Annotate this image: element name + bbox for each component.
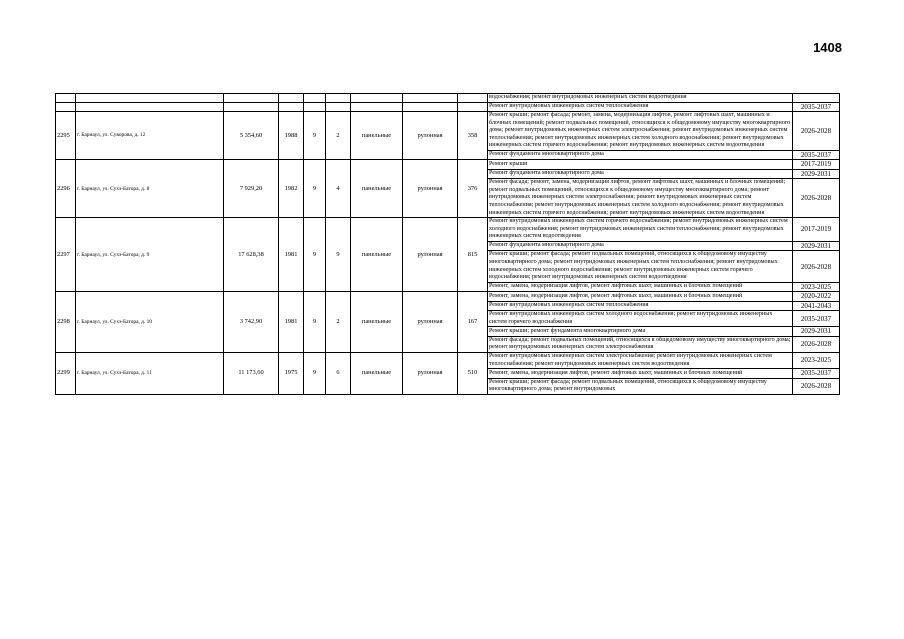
work-description: Ремонт фундамента многоквартирного дома (488, 169, 793, 178)
entrance-count: 2 (326, 112, 351, 160)
wall-material: панельные (351, 112, 403, 160)
work-description: Ремонт внутридомовых инженерных систем горячего водоснабжения; ремонт внутридомовых инженерных систем холодного водоснабжения; ремонт внутридомовых инженерных систем теплоснабжения; ремонт внутридомовых инженерных систем водоотведения (488, 218, 793, 242)
roof-type: рулонная (403, 352, 458, 394)
empty-cell (458, 102, 488, 111)
wall-material: панельные (351, 218, 403, 292)
empty-cell (351, 94, 403, 103)
empty-cell (224, 102, 279, 111)
resident-count: 167 (458, 292, 488, 353)
empty-cell (304, 94, 326, 103)
building-address: г. Барнаул, ул. Сухэ-Батора, д. 10 (76, 292, 224, 353)
work-description: Ремонт, замена, модернизация лифтов, ремонт лифтовых шахт, машинных и блочных помещений (488, 292, 793, 301)
wall-material: панельные (351, 160, 403, 218)
building-area: 17 628,38 (224, 218, 279, 292)
building-area: 3 742,90 (224, 292, 279, 353)
resident-count: 815 (458, 218, 488, 292)
entrance-count: 6 (326, 352, 351, 394)
table-row-carry-over (56, 94, 840, 103)
work-period: 2023-2025 (793, 282, 840, 291)
building-number: 2297 (56, 218, 76, 292)
empty-cell (458, 94, 488, 103)
page-number: 1408 (813, 40, 842, 55)
roof-type: рулонная (403, 218, 458, 292)
empty-cell (403, 94, 458, 103)
work-period: 2035-2037 (793, 102, 840, 111)
build-year: 1975 (279, 352, 304, 394)
work-period: 2029-2031 (793, 242, 840, 251)
resident-count: 358 (458, 112, 488, 160)
empty-cell (56, 102, 76, 111)
work-description: водоснабжения; ремонт внутридомовых инженерных систем водоотведения (488, 94, 793, 103)
build-year: 1981 (279, 218, 304, 292)
wall-material: панельные (351, 292, 403, 353)
empty-cell (403, 102, 458, 111)
work-description: Ремонт фундамента многоквартирного дома (488, 242, 793, 251)
empty-cell (76, 94, 224, 103)
work-description: Ремонт крыши; ремонт фасада; ремонт подвальных помещений, относящихся к общедомовому имуществу многоквартирного дома; ремонт внутридомовых инженерных систем теплоснабжения; ремонт внутридомовых инженерных систем холодного водоснабжения; ремонт внутридомовых инженерных систем горячего водоснабжения; ремонт внутридомовых инженерных систем водоотведения (488, 251, 793, 282)
floor-count: 9 (304, 160, 326, 218)
work-period: 2029-2031 (793, 169, 840, 178)
wall-material: панельные (351, 352, 403, 394)
entrance-count: 2 (326, 292, 351, 353)
work-description: Ремонт крыши; ремонт фундамента многоквартирного дома (488, 327, 793, 336)
work-period: 2026-2028 (793, 112, 840, 151)
building-address: г. Барнаул, ул. Сухэ-Батора, д. 11 (76, 352, 224, 394)
empty-cell (279, 94, 304, 103)
empty-cell (56, 94, 76, 103)
table-row (56, 292, 840, 301)
work-period: 2035-2037 (793, 151, 840, 160)
roof-type: рулонная (403, 292, 458, 353)
work-period: 2035-2037 (793, 311, 840, 327)
resident-count: 510 (458, 352, 488, 394)
work-period: 2041-2043 (793, 301, 840, 310)
work-period: 2023-2025 (793, 352, 840, 368)
work-period: 2017-2019 (793, 160, 840, 169)
work-description: Ремонт внутридомовых инженерных систем теплоснабжения (488, 301, 793, 310)
floor-count: 9 (304, 112, 326, 160)
entrance-count: 4 (326, 160, 351, 218)
building-number: 2299 (56, 352, 76, 394)
table-row (56, 218, 840, 242)
empty-cell (326, 94, 351, 103)
roof-type: рулонная (403, 112, 458, 160)
entrance-count: 9 (326, 218, 351, 292)
work-period: 2026-2028 (793, 378, 840, 394)
table-row (56, 352, 840, 368)
empty-cell (224, 94, 279, 103)
work-description: Ремонт крыши; ремонт фасада; ремонт, замена, модернизация лифтов, ремонт лифтовых шахт, машинных и блочных помещений; ремонт подвальных помещений, относящихся к общедомовому имуществу многоквартирного дома; ремонт внутридомовых инженерных систем электроснабжения; ремонт внутридомовых инженерных систем теплоснабжения; ремонт внутридомовых инженерных систем холодного водоснабжения; ремонт внутридомовых инженерных систем горячего водоснабжения; ремонт внутридомовых инженерных систем водоотведения (488, 112, 793, 151)
work-description: Ремонт внутридомовых инженерных систем холодного водоснабжения; ремонт внутридомовых инженерных систем горячего водоснабжения (488, 311, 793, 327)
floor-count: 9 (304, 218, 326, 292)
roof-type: рулонная (403, 160, 458, 218)
empty-cell (326, 102, 351, 111)
table-row (56, 160, 840, 169)
work-description: Ремонт внутридомовых инженерных систем теплоснабжения (488, 102, 793, 111)
work-description: Ремонт крыши; ремонт фасада; ремонт подвальных помещений, относящихся к общедомовому имуществу многоквартирного дома; ремонт внутридомовых (488, 378, 793, 394)
work-description: Ремонт внутридомовых инженерных систем электроснабжения; ремонт внутридомовых инженерных систем теплоснабжения; ремонт внутридомовых инженерных систем водоотведения (488, 352, 793, 368)
work-period: 2017-2019 (793, 218, 840, 242)
work-description: Ремонт фундамента многоквартирного дома (488, 151, 793, 160)
building-area: 11 173,60 (224, 352, 279, 394)
build-year: 1988 (279, 112, 304, 160)
building-area: 5 354,60 (224, 112, 279, 160)
floor-count: 9 (304, 352, 326, 394)
building-address: г. Барнаул, ул. Сухэ-Батора, д. 8 (76, 160, 224, 218)
empty-cell (304, 102, 326, 111)
work-period (793, 94, 840, 103)
building-number: 2296 (56, 160, 76, 218)
empty-cell (76, 102, 224, 111)
building-address: г. Барнаул, ул. Сухэ-Батора, д. 9 (76, 218, 224, 292)
empty-cell (351, 102, 403, 111)
floor-count: 9 (304, 292, 326, 353)
table-row-carry-over (56, 102, 840, 111)
work-period: 2035-2037 (793, 369, 840, 378)
work-description: Ремонт крыши (488, 160, 793, 169)
resident-count: 376 (458, 160, 488, 218)
building-area: 7 929,20 (224, 160, 279, 218)
work-period: 2020-2022 (793, 292, 840, 301)
work-period: 2029-2031 (793, 327, 840, 336)
empty-cell (279, 102, 304, 111)
building-address: г. Барнаул, ул. Суворова, д. 12 (76, 112, 224, 160)
build-year: 1982 (279, 160, 304, 218)
work-period: 2026-2028 (793, 179, 840, 218)
work-period: 2026-2028 (793, 336, 840, 352)
build-year: 1981 (279, 292, 304, 353)
work-description: Ремонт фасада; ремонт подвальных помещений, относящихся к общедомовому имуществу многоквартирного дома; ремонт внутридомовых инженерных систем электроснабжения (488, 336, 793, 352)
work-description: Ремонт, замена, модернизация лифтов, ремонт лифтовых шахт, машинных и блочных помещений (488, 282, 793, 291)
table-row (56, 112, 840, 151)
repair-schedule-table (55, 93, 840, 395)
building-number: 2298 (56, 292, 76, 353)
work-period: 2026-2028 (793, 251, 840, 282)
work-description: Ремонт, замена, модернизация лифтов, ремонт лифтовых шахт, машинных и блочных помещений (488, 369, 793, 378)
work-description: Ремонт фасада; ремонт, замена, модернизация лифтов, ремонт лифтовых шахт, машинных и блочных помещений; ремонт подвальных помещений, относящихся к общедомовому имуществу многоквартирного дома; ремонт внутридомовых инженерных систем электроснабжения; ремонт внутридомовых инженерных систем теплоснабжения; ремонт внутридомовых инженерных систем холодного водоснабжения; ремонт внутридомовых инженерных систем горячего водоснабжения; ремонт внутридомовых инженерных систем водоотведения (488, 179, 793, 218)
building-number: 2295 (56, 112, 76, 160)
